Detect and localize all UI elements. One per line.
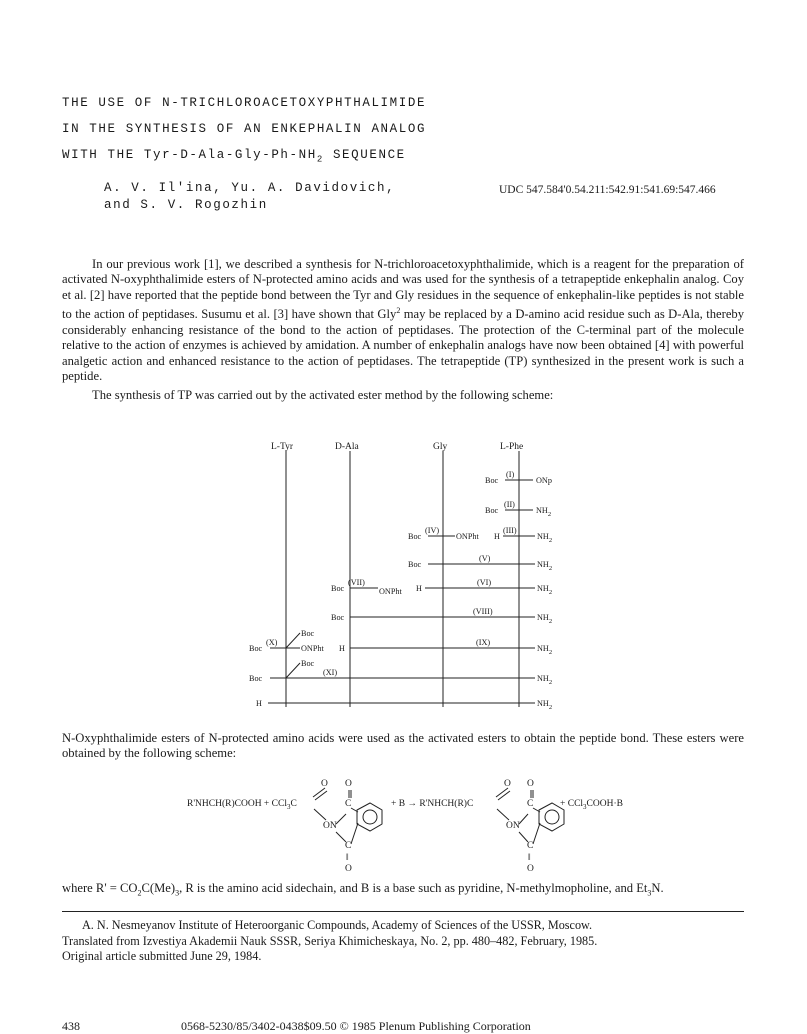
residue-label: L-Phe: [500, 442, 524, 452]
authors-line-2: and S. V. Rogozhin: [104, 198, 268, 212]
copyright-line: 0568-5230/85/3402-0438$09.50 © 1985 Plenum Publishing Corporation: [181, 1019, 531, 1033]
h-label: H: [416, 584, 422, 593]
carbonyl-carbon: C: [527, 799, 534, 809]
carbonyl-carbon: C: [345, 799, 352, 809]
nh2-label: $NH_2$: [537, 674, 553, 686]
boc-label: Boc: [331, 584, 345, 593]
step-numeral: (VI): [477, 578, 492, 587]
footnote: [62, 918, 752, 965]
boc-label: Boc: [408, 532, 422, 541]
footnote-rule: [62, 911, 744, 912]
h-label: H: [494, 532, 500, 541]
scheme-intro: The synthesis of TP was carried out by the activated ester method by the following scheme:: [92, 388, 554, 403]
residue-label: Gly: [433, 442, 448, 452]
reactant-1: R'NHCH(R)COOH + CCl$_3$C: [187, 799, 297, 811]
boc-label: Boc: [485, 506, 499, 515]
onpht-label: ONPht: [456, 532, 479, 541]
double-bond: ‖: [528, 853, 531, 863]
carbonyl-carbon: C: [345, 841, 352, 851]
nh2-label: $NH_2$: [537, 644, 553, 656]
footnote-submitted: Original article submitted June 29, 1984.: [62, 949, 262, 964]
nh2-label: $NH_2$: [536, 506, 552, 518]
boc-label: Boc: [301, 659, 315, 668]
intro-paragraph: In our previous work [1], we described a synthesis for N-trichloroacetoxyphthalimide, which is a reagent for the preparation of activated N-oxyphthalimide esters of N-protected amino acids and was used for the synthesis of a tetrapeptide enkephalin analog. Coy et al. [2] have reported that the peptide bond between the Tyr and Gly residues in the sequence of enkephalin-like peptides is not stable to the action of peptidases. Susumu et al. [3] have shown that Gly$^2$ may be replaced by a D-amino acid residue such as D-Ala, thereby considerably enhancing resistance of the bond to the action of peptidases. The protection of the C-terminal part of the molecule relative to the action of enzymes is achieved by amidation. A number of enkephalin analogs have now been obtained [4] with powerful analgetic action and enhanced resistance to the action of peptidases. The tetrapeptide (TP) synthesized in the present work is such a peptide. The synthesis of TP was carried out by the activated ester method by the following scheme:: [62, 257, 744, 403]
step-numeral: (VIII): [473, 607, 493, 616]
nh2-label: $NH_2$: [537, 532, 553, 544]
reaction-equation: [0, 772, 807, 882]
authors-line-1: A. V. Il'ina, Yu. A. Davidovich,: [104, 181, 396, 195]
nh2-label: $NH_2$: [537, 584, 553, 596]
boc-label: Boc: [249, 644, 263, 653]
h-label: H: [339, 644, 345, 653]
where-paragraph: where $R' = CO_2C(Me)_3$, R is the amino acid sidechain, and B is a base such as pyridine, N-methylmopholine, and $Et_3N$.: [62, 881, 664, 898]
product: + B → R'NHCH(R)C: [391, 799, 474, 809]
oxygen-label: O: [527, 779, 534, 789]
step-numeral: (V): [479, 554, 491, 563]
footnote-institute: A. N. Nesmeyanov Institute of Heteroorganic Compounds, Academy of Sciences of the USSR, Moscow.: [82, 918, 593, 932]
step-numeral: (X): [266, 638, 278, 647]
step-numeral: (IX): [476, 638, 491, 647]
residue-label: L-Tyr: [271, 442, 294, 452]
h-label: H: [256, 699, 262, 708]
boc-label: Boc: [331, 613, 345, 622]
title-line-2: IN THE SYNTHESIS OF AN ENKEPHALIN ANALOG: [62, 122, 427, 136]
residue-label: D-Ala: [335, 442, 359, 452]
step-numeral: (III): [503, 526, 517, 535]
oxygen-label: O: [345, 779, 352, 789]
step-numeral: (II): [504, 500, 515, 509]
oxygen-label: O: [321, 779, 328, 789]
onpht-label: ONPht: [301, 644, 324, 653]
onp-label: ONp: [536, 476, 552, 485]
boc-label: Boc: [301, 629, 315, 638]
boc-label: Boc: [249, 674, 263, 683]
on-label: ON: [506, 821, 520, 831]
onpht-label: ONPht: [379, 587, 402, 596]
on-label: ON: [323, 821, 337, 831]
nh2-label: $NH_2$: [537, 699, 553, 711]
esters-paragraph: N-Oxyphthalimide esters of N-protected amino acids were used as the activated esters to obtain the peptide bond. These esters were obtained by the following scheme:: [62, 731, 744, 761]
double-bond: ‖: [346, 853, 349, 863]
synthesis-scheme: [0, 435, 807, 725]
udc-code: UDC 547.584'0.54.211:542.91:541.69:547.466: [499, 184, 716, 196]
oxygen-label: O: [345, 864, 352, 874]
step-numeral: (XI): [323, 668, 338, 677]
boc-label: Boc: [408, 560, 422, 569]
carbonyl-carbon: C: [527, 841, 534, 851]
oxygen-label: O: [527, 864, 534, 874]
byproduct: + CCl$_3$COOH·B: [560, 799, 623, 811]
nh2-label: $NH_2$: [537, 560, 553, 572]
oxygen-label: O: [504, 779, 511, 789]
title-line-1: THE USE OF N-TRICHLOROACETOXYPHTHALIMIDE: [62, 96, 427, 110]
title-line-3: WITH THE Tyr-$D-Ala-Gly-Ph-NH_2$ SEQUENCE: [62, 148, 406, 165]
step-numeral: (VII): [348, 578, 365, 587]
nh2-label: $NH_2$: [537, 613, 553, 625]
boc-label: Boc: [485, 476, 499, 485]
step-numeral: (I): [506, 470, 515, 479]
footnote-translated: Translated from Izvestiya Akademii Nauk SSSR, Seriya Khimicheskaya, No. 2, pp. 480–482, February, 1985.: [62, 933, 598, 948]
step-numeral: (IV): [425, 526, 440, 535]
page-number: 438: [62, 1019, 80, 1033]
